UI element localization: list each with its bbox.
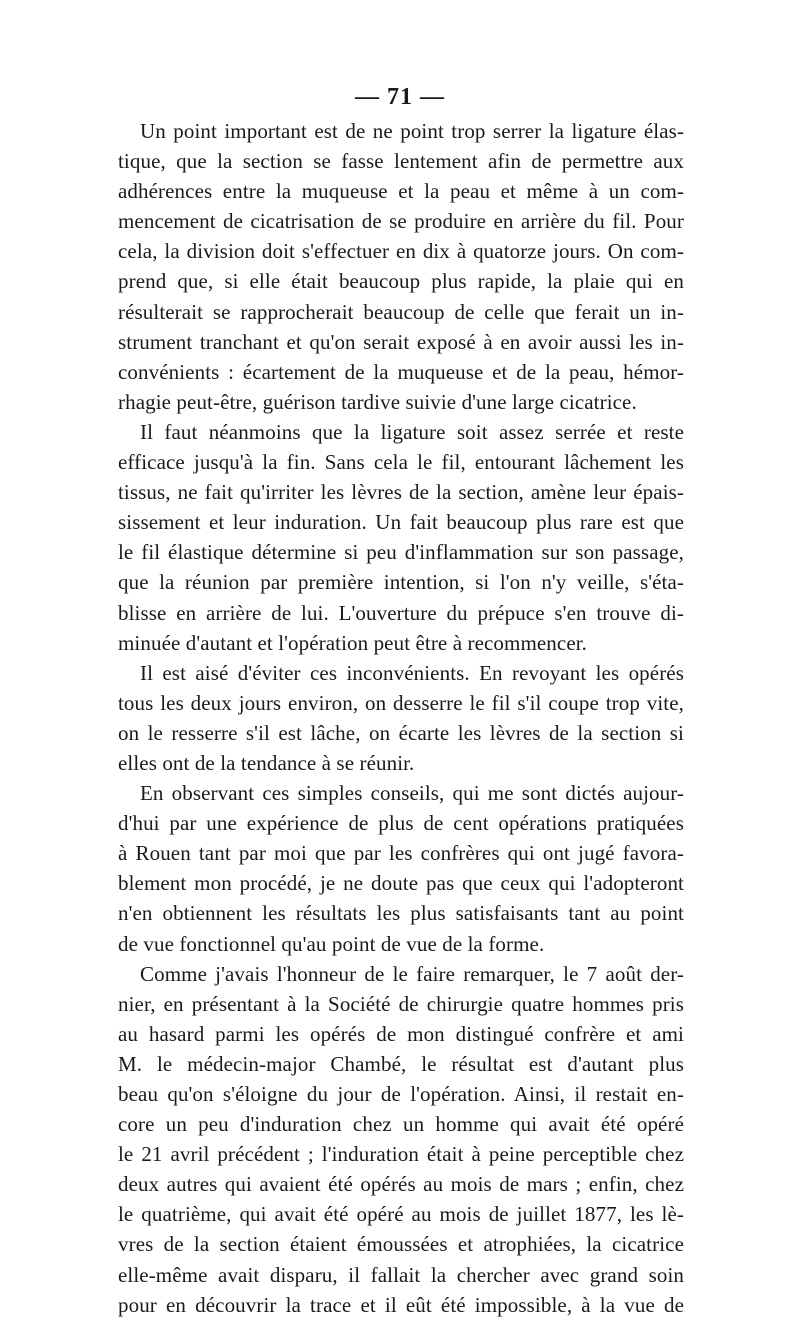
text-line: pour en découvrir la trace et il eût été impossible, à la vue de [118,1292,684,1317]
text-line: on le resserre s'il est lâche, on écarte les lèvres de la section si [118,720,684,745]
text-line: à Rouen tant par moi que par les confrères qui ont jugé favora- [118,841,684,866]
text-line: minuée d'autant et l'opération peut être à recommencer. [118,630,588,655]
text-line: adhérences entre la muqueuse et la peau et même à un com- [118,179,684,204]
text-line: M. le médecin-major Chambé, le résultat est d'autant plus [118,1051,684,1076]
text-line: elle-même avait disparu, il fallait la chercher avec grand soin [118,1262,684,1287]
text-line: Un point important est de ne point trop serrer la ligature élas- [140,119,684,143]
text-line: le quatrième, qui avait été opéré au mois de juillet 1877, les lè- [118,1202,684,1227]
text-line: core un peu d'induration chez un homme qui avait été opéré [118,1112,684,1137]
body-text [118,116,684,1320]
text-line: strument tranchant et qu'on serait exposé à en avoir aussi les in- [118,329,684,354]
text-line: n'en obtiennent les résultats les plus satisfaisants tant au point [118,901,684,926]
text-line: deux autres qui avaient été opérés au mois de mars ; enfin, chez [118,1172,684,1197]
text-line: tique, que la section se fasse lentement afin de permettre aux [118,149,684,174]
text-line: tissus, ne fait qu'irriter les lèvres de la section, amène leur épais- [118,480,684,505]
text-line: nier, en présentant à la Société de chirurgie quatre hommes pris [118,991,684,1016]
text-line: tous les deux jours environ, on desserre le fil s'il coupe trop vite, [118,690,684,715]
text-line: le fil élastique détermine si peu d'inflammation sur son passage, [118,540,684,565]
text-line: En observant ces simples conseils, qui me sont dictés aujour- [140,781,684,806]
text-line: d'hui par une expérience de plus de cent opérations pratiquées [118,811,684,836]
text-line: que la réunion par première intention, si l'on n'y veille, s'éta- [118,570,684,595]
text-line: résulterait se rapprocherait beaucoup de celle que ferait un in- [118,299,684,324]
text-line: Il faut néanmoins que la ligature soit assez serrée et reste [140,419,684,444]
text-line: vres de la section étaient émoussées et atrophiées, la cicatrice [118,1232,684,1257]
text-line: blement mon procédé, je ne doute pas que ceux qui l'adopteront [118,871,684,896]
page-number: — 71 — [355,84,445,110]
text-line: rhagie peut-être, guérison tardive suivie d'une large cicatrice. [118,389,637,414]
text-line: le 21 avril précédent ; l'induration était à peine perceptible chez [118,1142,684,1167]
text-line: mencement de cicatrisation de se produire en arrière du fil. Pour [118,209,684,234]
text-line: cela, la division doit s'effectuer en dix à quatorze jours. On com- [118,239,684,264]
text-line: blisse en arrière de lui. L'ouverture du prépuce s'en trouve di- [118,600,684,625]
text-line: Il est aisé d'éviter ces inconvénients. En revoyant les opérés [140,660,684,685]
text-line: au hasard parmi les opérés de mon distingué confrère et ami [118,1021,684,1046]
text-line: elles ont de la tendance à se réunir. [118,750,415,775]
text-line: convénients : écartement de la muqueuse et de la peau, hémor- [118,359,684,384]
text-line: prend que, si elle était beaucoup plus rapide, la plaie qui en [118,269,684,294]
text-line: beau qu'on s'éloigne du jour de l'opération. Ainsi, il restait en- [118,1082,684,1106]
text-line: efficace jusqu'à la fin. Sans cela le fil, entourant lâchement les [118,450,684,475]
text-line: de vue fonctionnel qu'au point de vue de la forme. [118,931,545,956]
text-line: Comme j'avais l'honneur de le faire remarquer, le 7 août der- [140,961,684,986]
text-line: sissement et leur induration. Un fait beaucoup plus rare est que [118,510,684,535]
